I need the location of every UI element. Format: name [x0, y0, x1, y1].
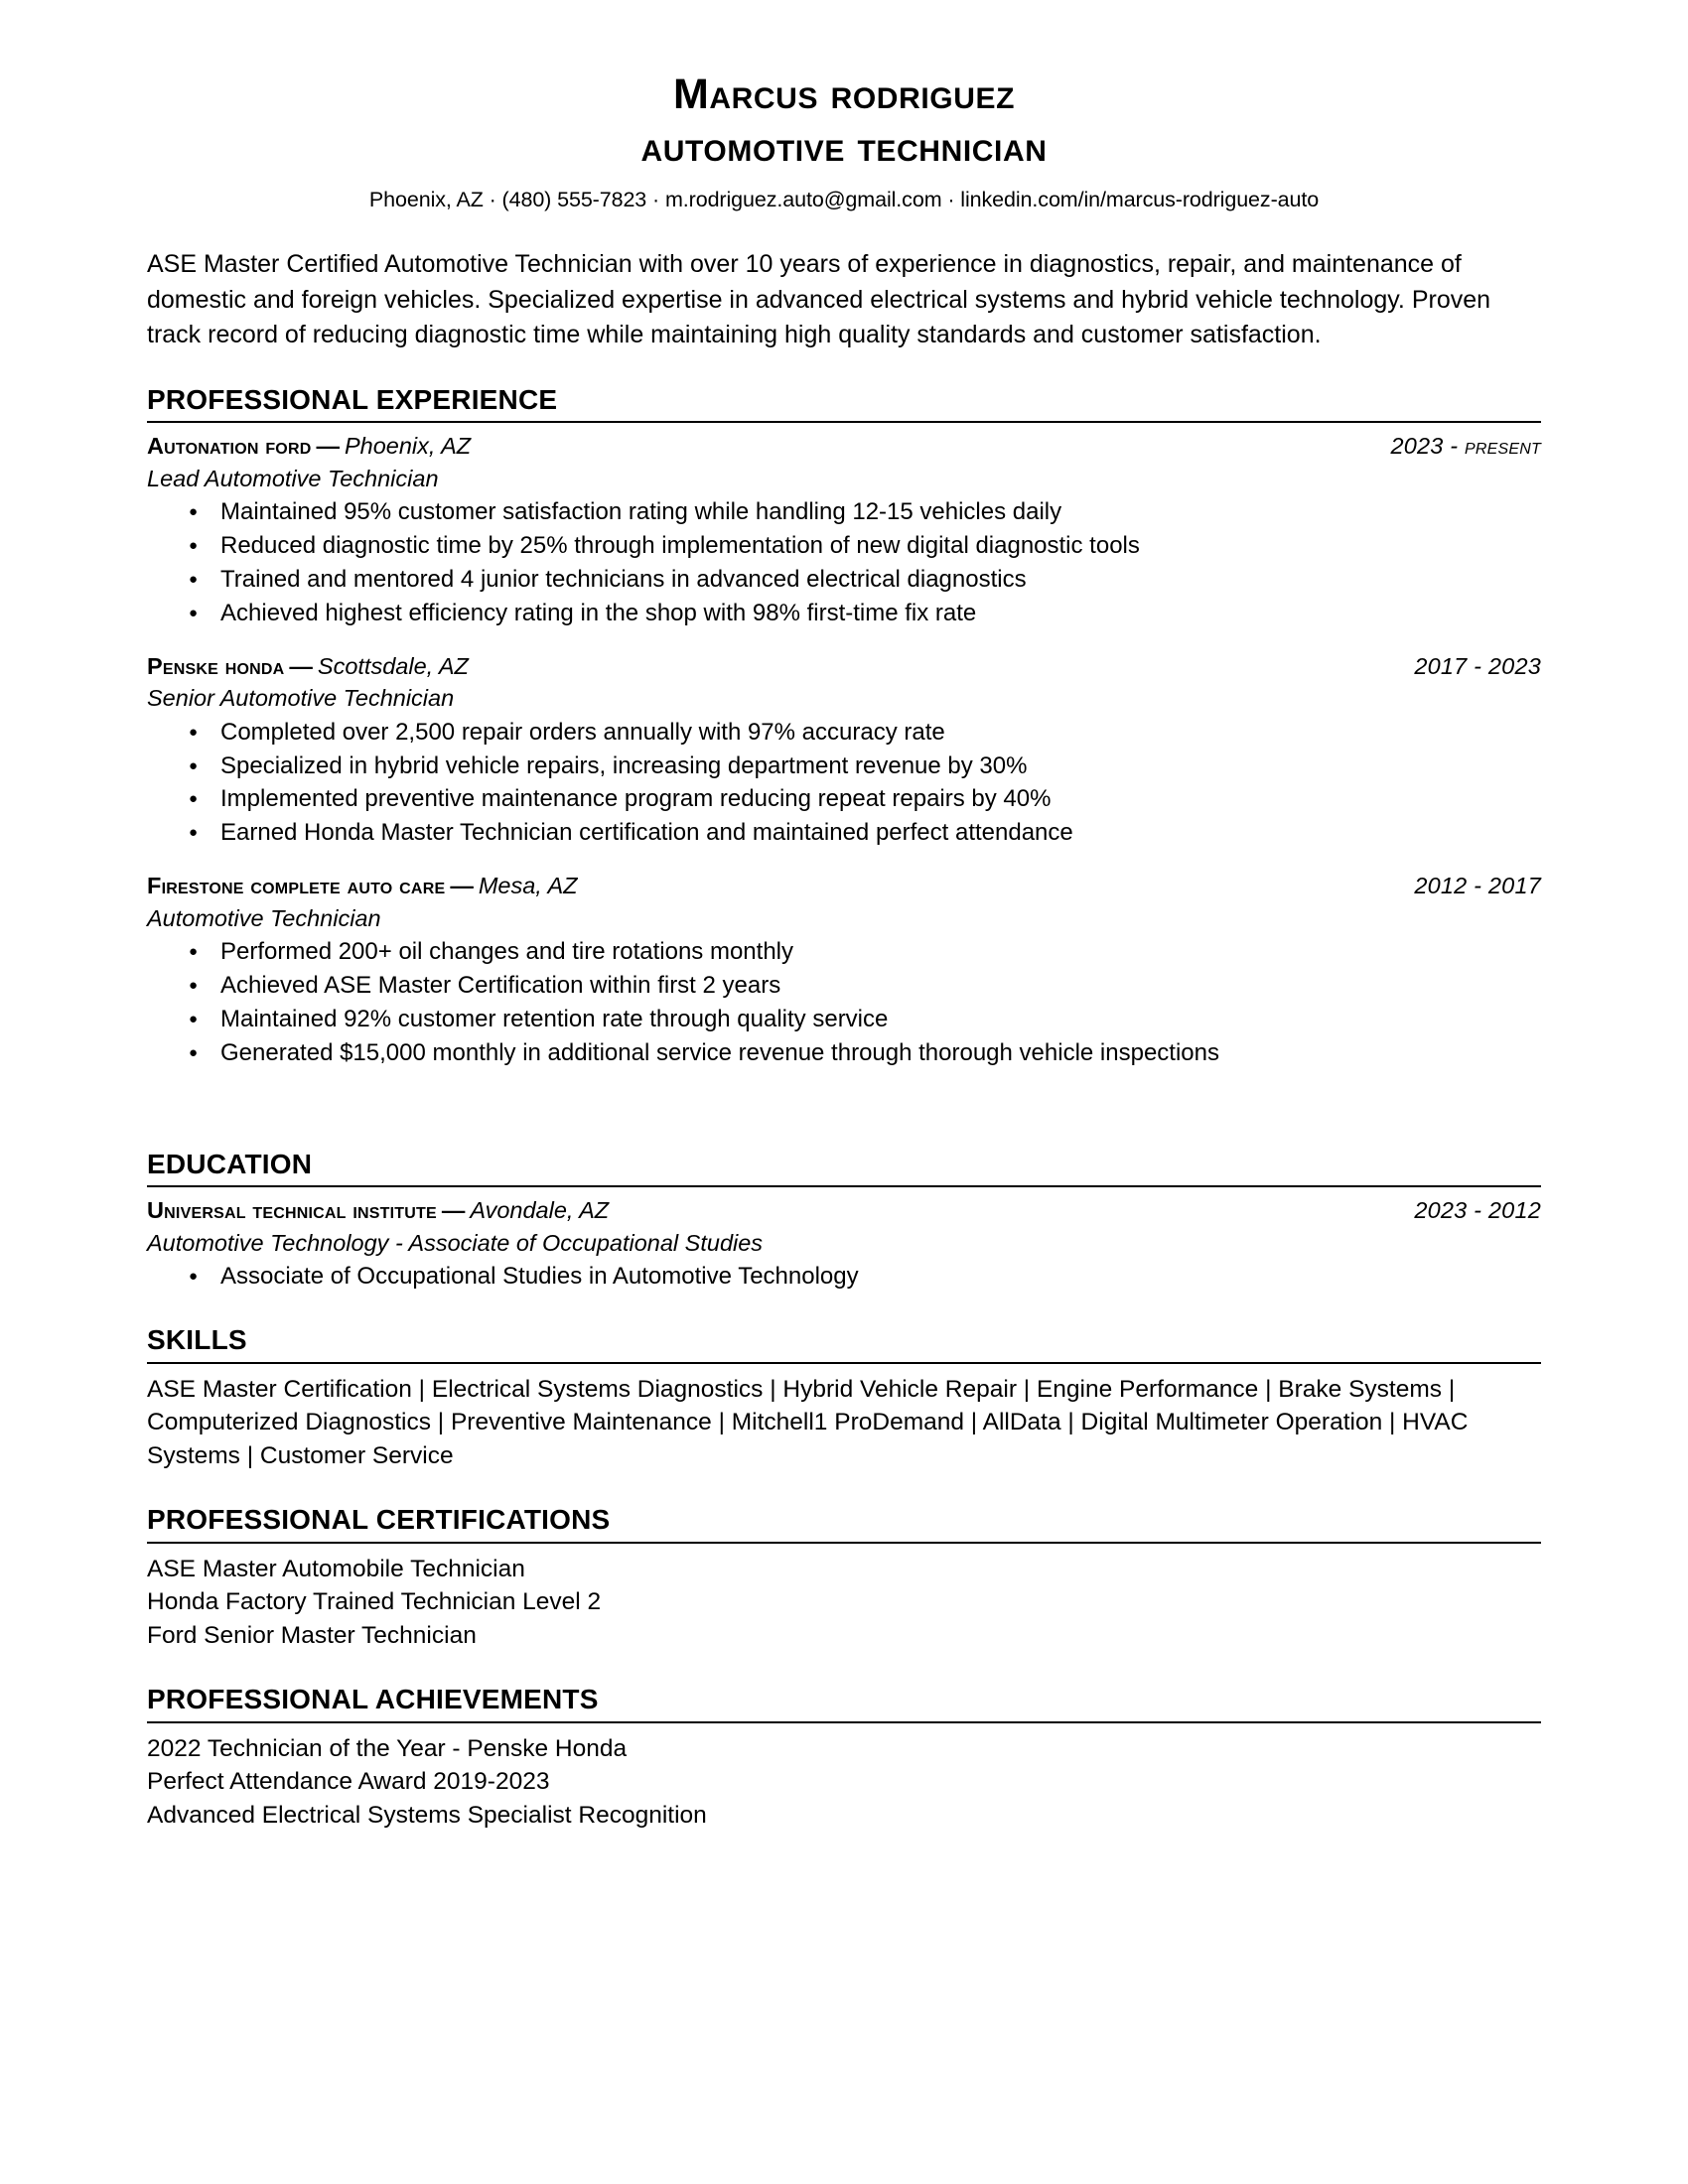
entry-organization: Autonation ford — [147, 433, 312, 460]
entry-header — [147, 1196, 1541, 1225]
bullet-item: ● Maintained 92% customer retention rate through quality service — [147, 1004, 1541, 1036]
bullet-item: ● Earned Honda Master Technician certification and maintained perfect attendance — [147, 817, 1541, 850]
achievement-item: 2022 Technician of the Year - Penske Honda — [147, 1734, 628, 1762]
section-title-education: EDUCATION — [147, 1148, 1541, 1188]
candidate-name: Marcus rodriguez — [672, 70, 1016, 118]
contact-line: Phoenix, AZ · (480) 555-7823 · m.rodriguez.auto@gmail.com · linkedin.com/in/marcus-rodriguez-auto — [368, 188, 1320, 212]
candidate-title: automotive technician — [640, 122, 1048, 171]
entry-dates: 2012 - 2017 — [1414, 873, 1541, 899]
certification-item: Ford Senior Master Technician — [147, 1622, 477, 1650]
experience-entry — [147, 872, 1541, 1069]
entry-bullet-list — [147, 717, 1541, 851]
entry-organization: Firestone complete auto care — [147, 873, 446, 899]
section-title-skills: SKILLS — [147, 1323, 1541, 1364]
entry-dash: — — [450, 873, 474, 899]
section-education — [147, 1148, 1541, 1294]
section-certifications — [147, 1503, 1541, 1653]
resume-header — [147, 69, 1541, 214]
entry-org-location — [147, 652, 469, 681]
entry-role: Senior Automotive Technician — [147, 685, 455, 712]
section-title-certifications: PROFESSIONAL CERTIFICATIONS — [147, 1503, 1541, 1544]
section-experience — [147, 383, 1541, 1070]
bullet-item: ● Maintained 95% customer satisfaction rating while handling 12-15 vehicles daily — [147, 496, 1541, 529]
bullet-item: ● Achieved highest efficiency rating in the shop with 98% first-time fix rate — [147, 598, 1541, 630]
entry-dates: 2023 - present — [1390, 433, 1541, 460]
entry-dates: 2017 - 2023 — [1414, 652, 1541, 679]
education-entry — [147, 1196, 1541, 1294]
entry-bullet-list — [147, 936, 1541, 1070]
bullet-item: ● Specialized in hybrid vehicle repairs, increasing department revenue by 30% — [147, 751, 1541, 783]
section-spacer — [147, 1078, 1541, 1118]
entry-organization: Penske honda — [147, 652, 285, 679]
entry-role: Automotive Technician — [147, 904, 381, 931]
achievement-item: Perfect Attendance Award 2019-2023 — [147, 1768, 550, 1796]
entry-bullet-list — [147, 496, 1541, 630]
entry-location: Phoenix, AZ — [344, 433, 472, 460]
experience-entry — [147, 432, 1541, 629]
certification-item: ASE Master Automobile Technician — [147, 1555, 525, 1582]
section-achievements — [147, 1683, 1541, 1833]
entry-dates: 2023 - 2012 — [1414, 1197, 1541, 1224]
section-skills — [147, 1323, 1541, 1473]
bullet-item: ● Trained and mentored 4 junior technicians in advanced electrical diagnostics — [147, 564, 1541, 597]
achievement-item: Advanced Electrical Systems Specialist Recognition — [147, 1802, 707, 1830]
bullet-item: ● Performed 200+ oil changes and tire rotations monthly — [147, 936, 1541, 969]
bullet-item: ● Achieved ASE Master Certification within first 2 years — [147, 970, 1541, 1003]
bullet-item: ● Generated $15,000 monthly in additional service revenue through thorough vehicle inspections — [147, 1037, 1541, 1070]
bullet-item: ● Implemented preventive maintenance program reducing repeat repairs by 40% — [147, 783, 1541, 816]
entry-dash: — — [316, 433, 340, 460]
entry-header — [147, 652, 1541, 681]
bullet-item: ● Associate of Occupational Studies in Automotive Technology — [147, 1261, 1541, 1294]
entry-dash: — — [441, 1197, 466, 1224]
skills-text: ASE Master Certification | Electrical Systems Diagnostics | Hybrid Vehicle Repair | Engine Performance | Brake Systems | Computerized Diagnostics | Preventive Maintenance | Mitchell1 ProDemand | AllData | Digital Multimeter Operation | HVAC Systems | Customer Service — [147, 1375, 1469, 1470]
entry-location: Avondale, AZ — [470, 1197, 610, 1224]
bullet-item: ● Completed over 2,500 repair orders annually with 97% accuracy rate — [147, 717, 1541, 750]
professional-summary: ASE Master Certified Automotive Technician with over 10 years of experience in diagnostics, repair, and maintenance of domestic and foreign vehicles. Specialized expertise in advanced electrical systems and hybrid vehicle technology. Proven track record of reducing diagnostic time while maintaining high quality standards and customer satisfaction. — [147, 250, 1491, 349]
entry-header — [147, 872, 1541, 900]
entry-bullet-list — [147, 1261, 1541, 1294]
section-title-experience: PROFESSIONAL EXPERIENCE — [147, 383, 1541, 424]
entry-organization: Universal technical institute — [147, 1197, 437, 1224]
bullet-item: ● Reduced diagnostic time by 25% through implementation of new digital diagnostic tools — [147, 530, 1541, 563]
entry-location: Scottsdale, AZ — [317, 652, 469, 679]
entry-header — [147, 432, 1541, 461]
entry-org-location — [147, 432, 471, 461]
entry-degree: Automotive Technology - Associate of Occupational Studies — [147, 1229, 764, 1256]
entry-org-location — [147, 1196, 609, 1225]
section-title-achievements: PROFESSIONAL ACHIEVEMENTS — [147, 1683, 1541, 1723]
experience-entry — [147, 652, 1541, 850]
entry-dash: — — [289, 652, 313, 679]
certification-item: Honda Factory Trained Technician Level 2 — [147, 1588, 602, 1616]
entry-org-location — [147, 872, 578, 900]
entry-role: Lead Automotive Technician — [147, 465, 439, 491]
entry-location: Mesa, AZ — [478, 873, 578, 899]
